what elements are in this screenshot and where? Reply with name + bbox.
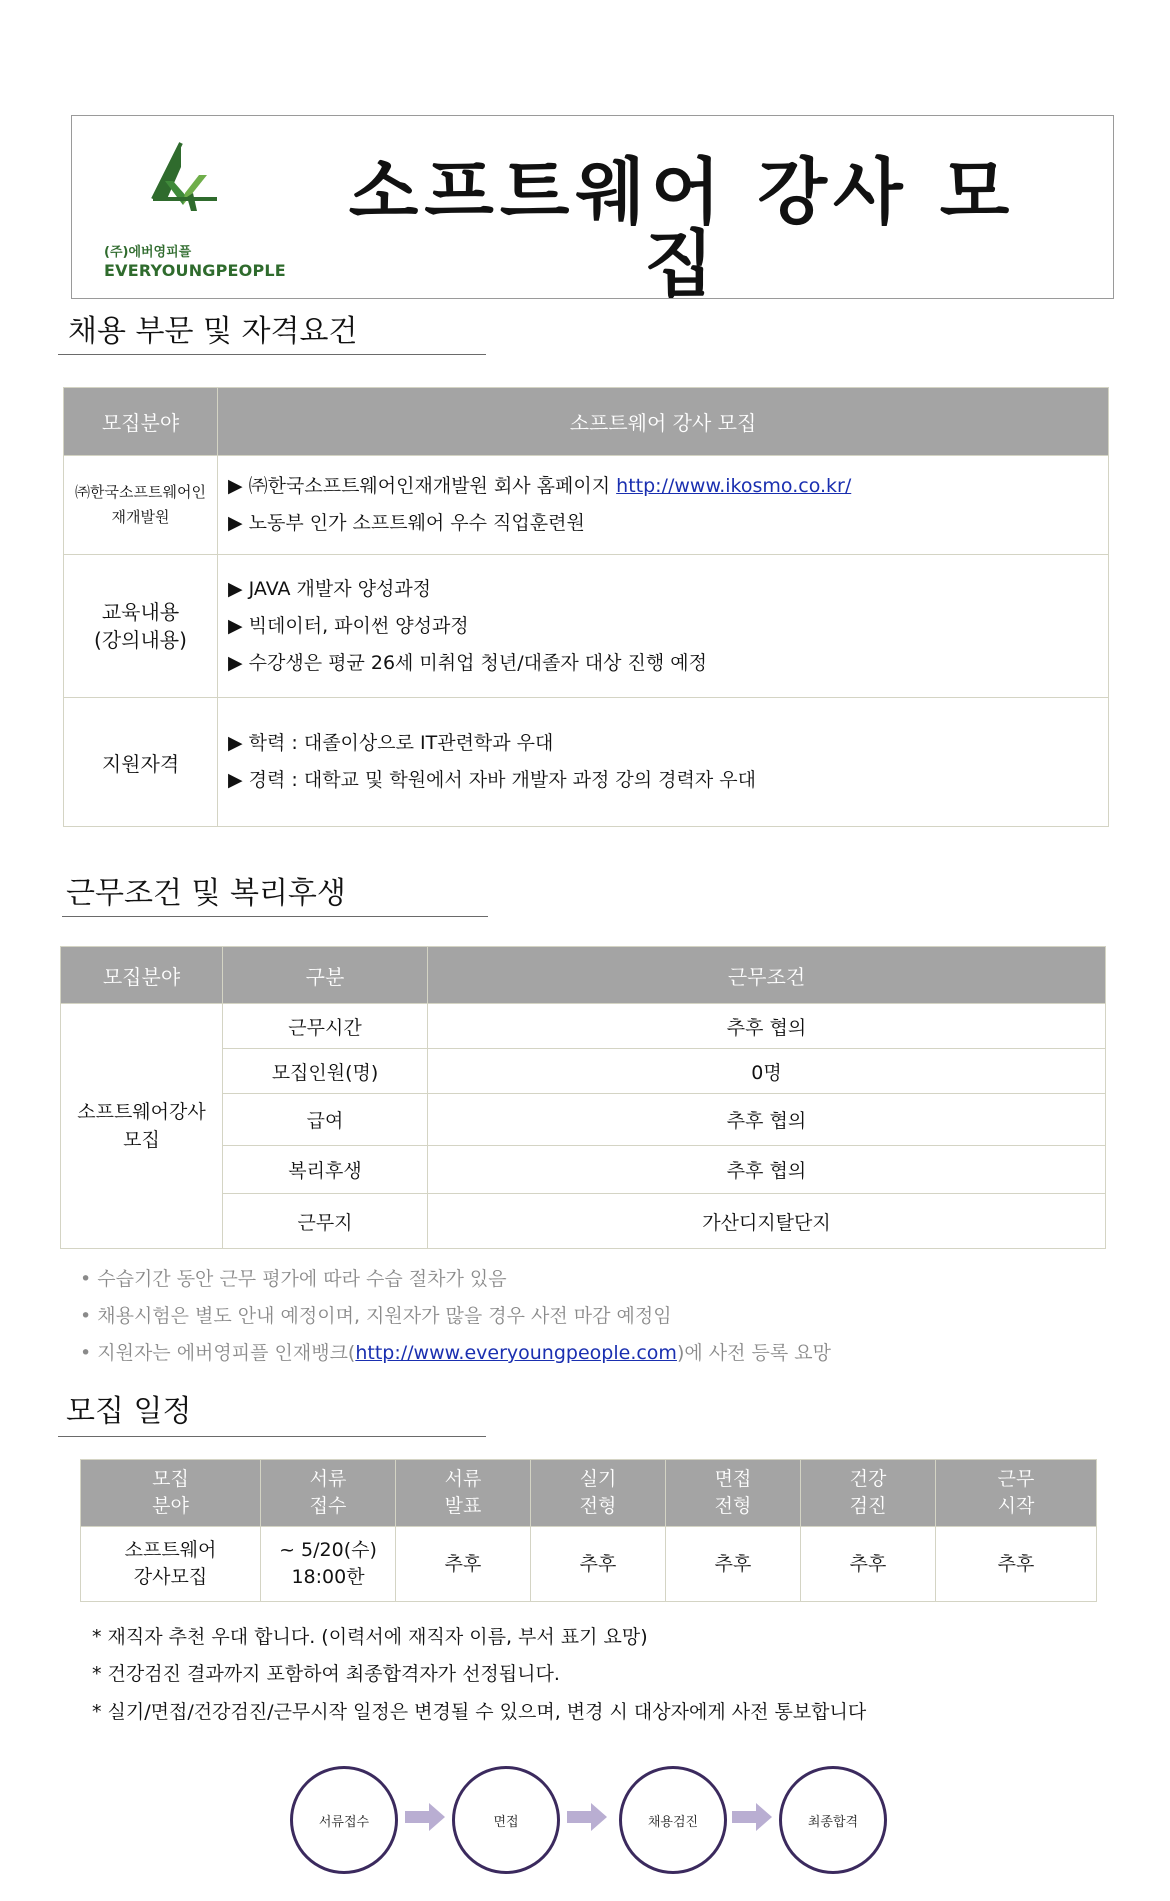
section-underline (62, 916, 488, 917)
process-step-final: 최종합격 (779, 1766, 887, 1874)
section-underline (58, 1436, 486, 1437)
list-item: ▶ 빅데이터, 파이썬 양성과정 (228, 614, 469, 637)
table-header-field: 모집분야 (64, 388, 218, 456)
schedule-cell-doc-submit: ~ 5/20(수) 18:00한 (261, 1527, 396, 1602)
arrow-right-icon (567, 1802, 607, 1832)
list-item: ▶ ㈜한국소프트웨어인재개발원 회사 홈페이지 http://www.ikosmo.co.kr/ (228, 475, 852, 497)
note-talent-bank: • 지원자는 에버영피플 인재뱅크(http://www.everyoungpeople.com)에 사전 등록 요망 (80, 1342, 831, 1364)
section-title-conditions: 근무조건 및 복리후생 (66, 876, 346, 911)
category-cell: 모집인원(명) (223, 1049, 428, 1094)
condition-cell: 추후 협의 (428, 1094, 1106, 1146)
category-cell: 급여 (223, 1094, 428, 1146)
arrow-right-icon (732, 1802, 772, 1832)
note-health-check: * 건강검진 결과까지 포함하여 최종합격자가 선정됩니다. (92, 1663, 560, 1685)
note-referral: * 재직자 추천 우대 합니다. (이력서에 재직자 이름, 부서 표기 요망) (92, 1626, 648, 1648)
note-exam: • 채용시험은 별도 안내 예정이며, 지원자가 많을 경우 사전 마감 예정임 (80, 1305, 672, 1327)
condition-cell: 가산디지탈단지 (428, 1194, 1106, 1249)
section-underline (58, 354, 486, 355)
schedule-header-interview: 면접 전형 (666, 1460, 801, 1527)
conditions-table (60, 946, 1106, 1249)
note-schedule-change: * 실기/면접/건강검진/근무시작 일정은 변경될 수 있으며, 변경 시 대상자에게 사전 통보합니다 (92, 1701, 867, 1723)
condition-cell: 추후 협의 (428, 1004, 1106, 1049)
category-cell: 근무지 (223, 1194, 428, 1249)
table-header-title: 소프트웨어 강사 모집 (218, 388, 1109, 456)
row-label-qualification: 지원자격 (64, 698, 218, 827)
schedule-cell-interview: 추후 (666, 1527, 801, 1602)
schedule-header-start: 근무 시작 (936, 1460, 1097, 1527)
note-probation: • 수습기간 동안 근무 평가에 따라 수습 절차가 있음 (80, 1268, 507, 1290)
schedule-cell-start: 추후 (936, 1527, 1097, 1602)
list-item: ▶ 학력 : 대졸이상으로 IT관련학과 우대 (228, 732, 554, 754)
page-title: 소프트웨어 강사 모집 (348, 150, 1016, 306)
section-title-schedule: 모집 일정 (66, 1394, 192, 1429)
logo-company-kr: (주)에버영피플 (104, 245, 192, 260)
schedule-header-doc-submit: 서류 접수 (261, 1460, 396, 1527)
company-homepage-link[interactable]: http://www.ikosmo.co.kr/ (616, 475, 852, 497)
schedule-cell-doc-result: 추후 (396, 1527, 531, 1602)
row-label-company: ㈜한국소프트웨어인 재개발원 (64, 456, 218, 555)
list-item: ▶ JAVA 개발자 양성과정 (228, 577, 432, 600)
schedule-header-practical: 실기 전형 (531, 1460, 666, 1527)
row-label-education: 교육내용 (강의내용) (64, 555, 218, 698)
list-item: ▶ 수강생은 평균 26세 미취업 청년/대졸자 대상 진행 예정 (228, 651, 707, 674)
schedule-cell-health: 추후 (801, 1527, 936, 1602)
condition-cell: 추후 협의 (428, 1146, 1106, 1194)
field-cell: 소프트웨어강사 모집 (61, 1004, 223, 1249)
schedule-cell-practical: 추후 (531, 1527, 666, 1602)
process-step-doc: 서류접수 (290, 1766, 398, 1874)
category-cell: 근무시간 (223, 1004, 428, 1049)
condition-cell: 0명 (428, 1049, 1106, 1094)
company-logo-icon (147, 141, 219, 211)
qualification-cell (218, 698, 1109, 827)
schedule-header-health: 건강 검진 (801, 1460, 936, 1527)
process-step-health: 채용검진 (619, 1766, 727, 1874)
company-info-cell (218, 456, 1109, 555)
list-item: ▶ 경력 : 대학교 및 학원에서 자바 개발자 과정 강의 경력자 우대 (228, 769, 756, 791)
schedule-header-field: 모집 분야 (81, 1460, 261, 1527)
schedule-table (80, 1459, 1097, 1602)
section-title-requirements: 채용 부문 및 자격요건 (68, 314, 358, 349)
schedule-header-doc-result: 서류 발표 (396, 1460, 531, 1527)
table-header-condition: 근무조건 (428, 947, 1106, 1004)
schedule-cell-field: 소프트웨어 강사모집 (81, 1527, 261, 1602)
arrow-right-icon (405, 1802, 445, 1832)
table-header-field: 모집분야 (61, 947, 223, 1004)
logo-company-en: EVERYOUNGPEOPLE (104, 261, 286, 280)
category-cell: 복리후생 (223, 1146, 428, 1194)
requirements-table (63, 387, 1109, 827)
process-step-interview: 면접 (452, 1766, 560, 1874)
table-header-category: 구분 (223, 947, 428, 1004)
education-content-cell (218, 555, 1109, 698)
talent-bank-link[interactable]: http://www.everyoungpeople.com (355, 1342, 677, 1364)
header-box (71, 115, 1114, 306)
list-item: ▶ 노동부 인가 소프트웨어 우수 직업훈련원 (228, 512, 585, 534)
